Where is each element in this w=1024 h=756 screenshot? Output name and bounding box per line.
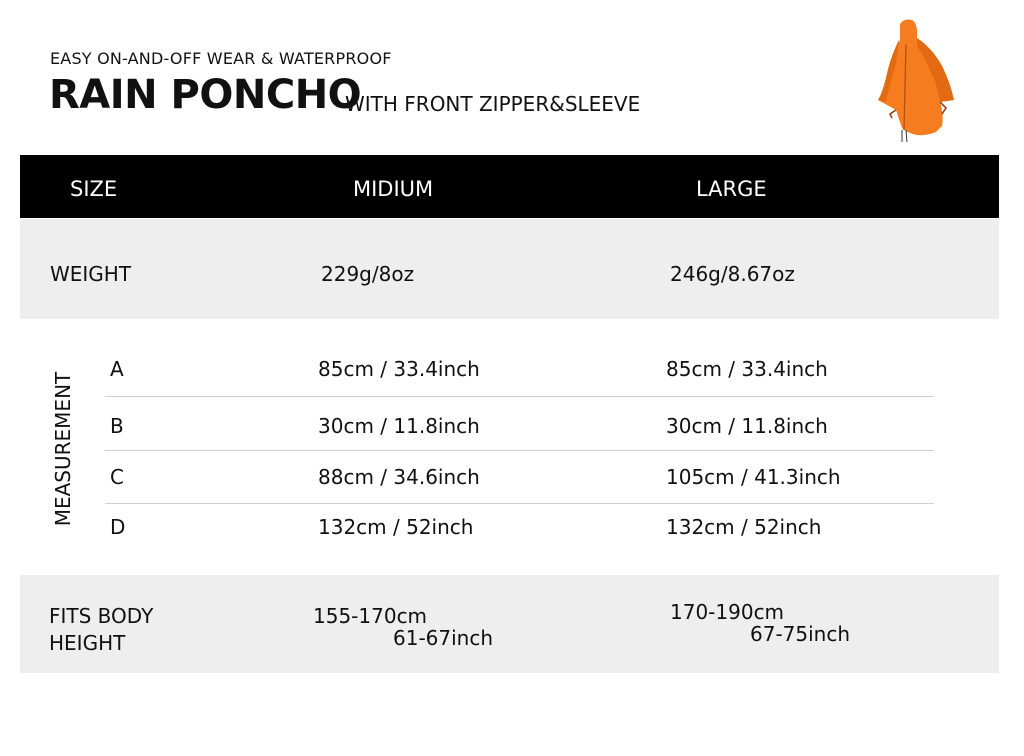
column-header-large: LARGE xyxy=(696,177,767,201)
row-divider xyxy=(105,396,934,397)
fits-medium-inch: 61-67inch xyxy=(393,626,494,650)
fits-large-cm: 170-190cm xyxy=(670,600,785,624)
fits-body-height-row xyxy=(20,575,999,673)
measurement-d-medium: 132cm / 52inch xyxy=(318,515,474,539)
weight-large: 246g/8.67oz xyxy=(670,262,795,286)
measurement-label: MEASUREMENT xyxy=(51,371,75,527)
column-header-medium: MIDIUM xyxy=(353,177,434,201)
row-divider xyxy=(105,450,934,451)
page-title: RAIN PONCHO xyxy=(49,72,362,118)
fits-label-line2: HEIGHT xyxy=(49,631,126,655)
fits-large-inch: 67-75inch xyxy=(750,622,851,646)
measurement-key-c: C xyxy=(110,465,124,489)
weight-medium: 229g/8oz xyxy=(321,262,415,286)
page-subtitle: EASY ON-AND-OFF WEAR & WATERPROOF xyxy=(50,49,392,68)
fits-label-line1: FITS BODY xyxy=(49,604,154,628)
measurement-d-large: 132cm / 52inch xyxy=(666,515,822,539)
table-header-band xyxy=(20,155,999,218)
measurement-a-medium: 85cm / 33.4inch xyxy=(318,357,480,381)
fits-medium-cm: 155-170cm xyxy=(313,604,428,628)
page-title-suffix: WITH FRONT ZIPPER&SLEEVE xyxy=(345,92,641,116)
measurement-b-large: 30cm / 11.8inch xyxy=(666,414,828,438)
weight-row xyxy=(20,219,999,319)
poncho-product-image xyxy=(872,18,960,144)
weight-label: WEIGHT xyxy=(50,262,132,286)
measurement-key-a: A xyxy=(110,357,124,381)
measurement-a-large: 85cm / 33.4inch xyxy=(666,357,828,381)
measurement-b-medium: 30cm / 11.8inch xyxy=(318,414,480,438)
row-divider xyxy=(105,503,934,504)
measurement-c-medium: 88cm / 34.6inch xyxy=(318,465,480,489)
measurement-key-b: B xyxy=(110,414,124,438)
measurement-key-d: D xyxy=(110,515,126,539)
measurement-c-large: 105cm / 41.3inch xyxy=(666,465,841,489)
column-header-size: SIZE xyxy=(70,177,118,201)
